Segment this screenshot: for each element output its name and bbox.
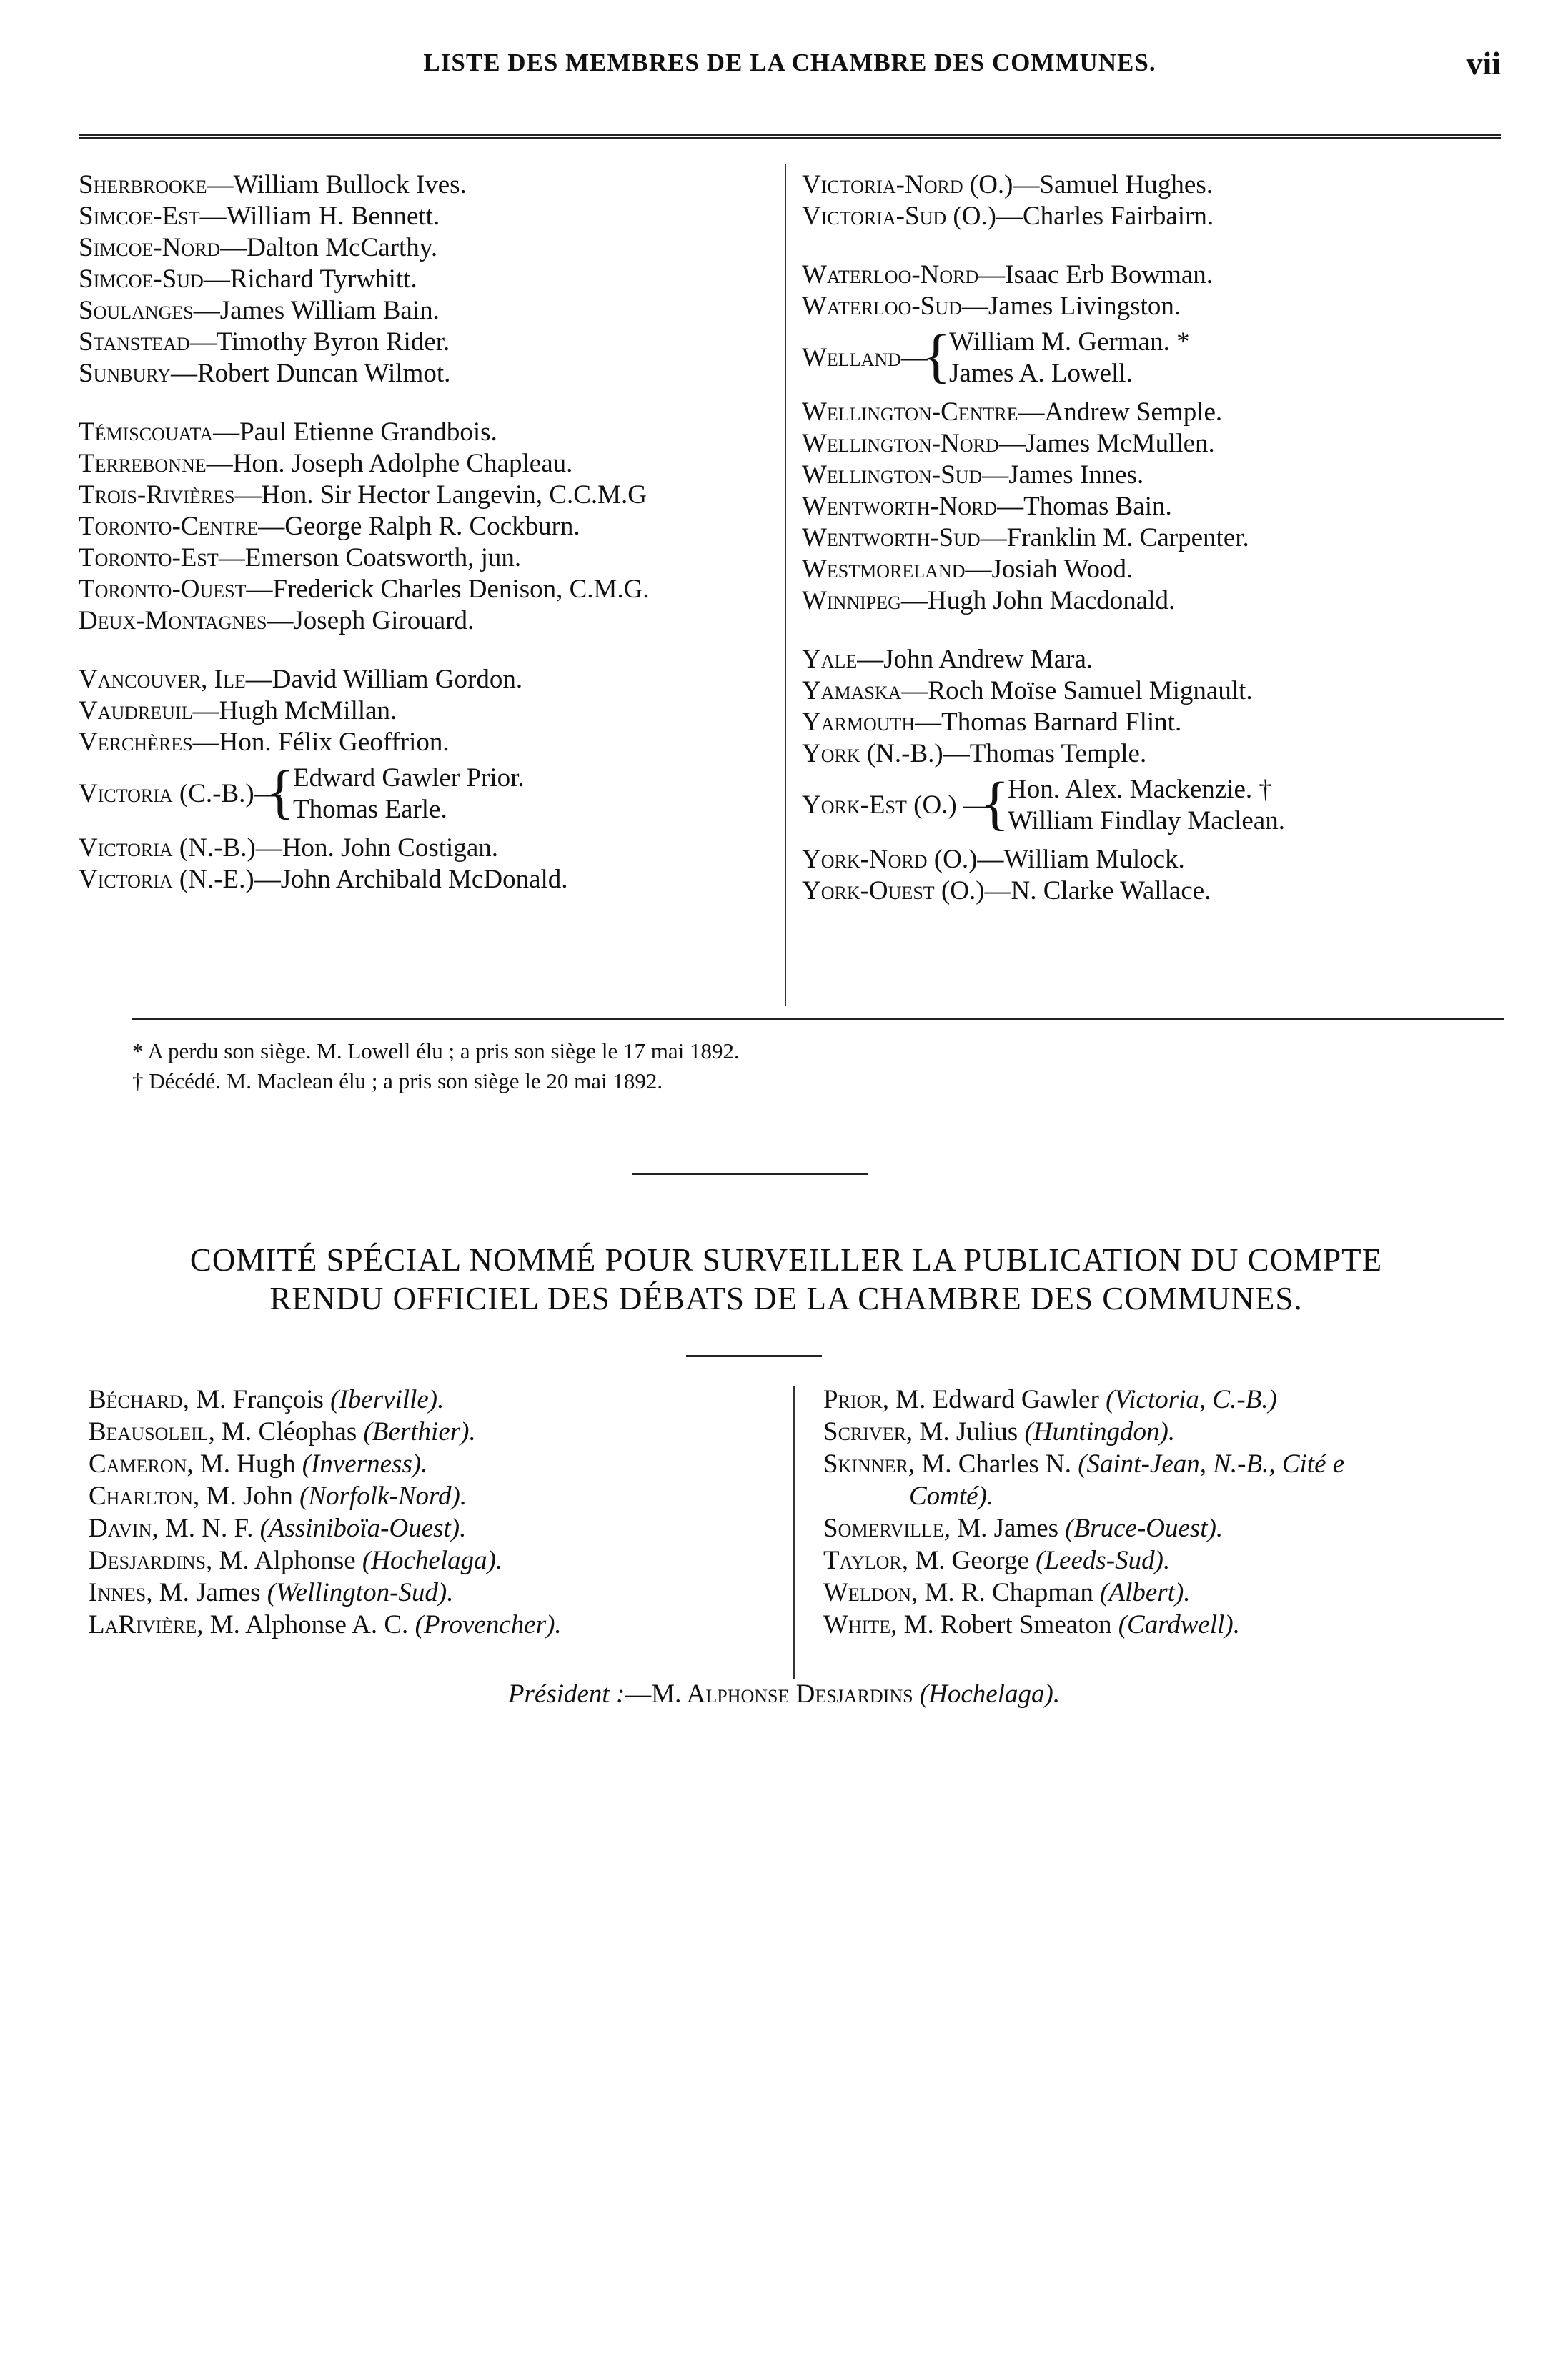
member-riding: (Bruce-Ouest). xyxy=(1065,1514,1224,1543)
member-entry xyxy=(802,738,1502,770)
member-name: —Hon. Joseph Adolphe Chapleau. xyxy=(206,449,573,478)
member-surname: Davin xyxy=(89,1514,152,1543)
member-name: —Samuel Hughes. xyxy=(1013,170,1214,199)
constituency-name: Welland— xyxy=(802,343,928,372)
constituency-name: Victoria (N.-B.) xyxy=(79,833,256,863)
committee-title-line: COMITÉ SPÉCIAL NOMMÉ POUR SURVEILLER LA PUBLICATION DU COMPTE xyxy=(189,1242,1383,1278)
member-entry xyxy=(79,695,772,727)
member-name: William M. German. * xyxy=(949,327,1190,357)
member-name: William Findlay Maclean. xyxy=(1008,806,1285,835)
constituency-name: Winnipeg xyxy=(802,586,901,615)
constituency-name: Wentworth-Sud xyxy=(802,523,981,552)
member-name: —Charles Fairbairn. xyxy=(996,202,1214,231)
member-surname: Innes xyxy=(89,1578,147,1607)
member-name: —William Mulock. xyxy=(977,845,1185,874)
brace-glyph: { xyxy=(981,770,1010,837)
section-rule xyxy=(686,1355,822,1357)
member-entry xyxy=(802,201,1502,232)
running-header xyxy=(79,45,1501,99)
member-group-right-c xyxy=(802,397,1502,617)
president-label: Président : xyxy=(507,1679,625,1709)
constituency-name: Sherbrooke xyxy=(79,170,207,199)
member-entry xyxy=(79,201,772,232)
member-name: —Robert Duncan Wilmot. xyxy=(170,359,451,388)
member-entry xyxy=(79,480,772,511)
committee-member xyxy=(89,1544,775,1577)
committee-member xyxy=(89,1416,775,1448)
section-rule xyxy=(632,1173,868,1175)
constituency-name: York (N.-B.) xyxy=(802,739,943,768)
member-riding: (Berthier). xyxy=(363,1417,476,1446)
running-title: LISTE DES MEMBRES DE LA CHAMBRE DES COMMUNES. xyxy=(423,49,1156,76)
member-group-right-e xyxy=(802,844,1502,907)
member-riding: (Inverness). xyxy=(302,1449,428,1479)
member-entry xyxy=(79,417,772,448)
member-riding: (Cardwell). xyxy=(1118,1610,1240,1639)
member-riding: (Albert). xyxy=(1100,1578,1191,1607)
constituency-name: Yamaska xyxy=(802,676,902,705)
member-surname: Skinner xyxy=(823,1449,908,1479)
president-riding: (Hochelaga). xyxy=(919,1679,1061,1709)
member-name: —James William Bain. xyxy=(193,296,440,325)
member-group-right-a xyxy=(802,169,1502,232)
constituency-name: Wentworth-Nord xyxy=(802,492,998,521)
member-surname: Scriver xyxy=(823,1417,906,1446)
page-number: vii xyxy=(1466,45,1501,81)
constituency-name: York-Nord (O.) xyxy=(802,845,978,874)
member-entry xyxy=(802,844,1502,875)
constituency-name: Stanstead xyxy=(79,327,190,357)
footnotes xyxy=(132,1036,740,1096)
member-name: —George Ralph R. Cockburn. xyxy=(258,512,580,541)
member-name: —Josiah Wood. xyxy=(965,555,1133,584)
member-entry xyxy=(79,327,772,358)
footnote: * A perdu son siège. M. Lowell élu ; a pris son siège le 17 mai 1892. xyxy=(132,1038,740,1063)
member-name: —Isaac Erb Bowman. xyxy=(978,260,1214,289)
member-given-name: , M. N. F. xyxy=(152,1514,260,1543)
member-name: —Richard Tyrwhitt. xyxy=(203,264,417,294)
constituency-name: Terrebonne xyxy=(79,449,207,478)
member-given-name: , M. James xyxy=(943,1514,1066,1543)
footnote: † Décédé. M. Maclean élu ; a pris son siège le 20 mai 1892. xyxy=(132,1068,663,1093)
member-surname: LaRivière xyxy=(89,1610,197,1639)
member-name: —Joseph Girouard. xyxy=(267,606,475,635)
committee-member xyxy=(89,1577,775,1609)
member-riding: (Provencher). xyxy=(415,1610,562,1639)
member-entry xyxy=(802,460,1502,491)
member-name: —Paul Etienne Grandbois. xyxy=(213,417,497,447)
member-name: —John Andrew Mara. xyxy=(857,645,1093,674)
constituency-name: Trois-Rivières xyxy=(79,480,235,510)
member-entry xyxy=(802,875,1502,907)
committee-title xyxy=(107,1241,1465,1318)
constituency-name: Victoria (C.-B.)— xyxy=(79,779,281,808)
member-given-name: , M. Hugh xyxy=(187,1449,302,1479)
constituency-name: Wellington-Centre xyxy=(802,397,1018,427)
member-entry xyxy=(802,291,1502,322)
constituency-name: Toronto-Centre xyxy=(79,512,259,541)
member-entry xyxy=(79,264,772,295)
member-name: —Hugh McMillan. xyxy=(192,696,397,725)
member-riding: (Hochelaga). xyxy=(362,1546,503,1575)
member-given-name: , M. John xyxy=(193,1482,300,1511)
member-group-left-b xyxy=(79,417,772,637)
constituency-name: Victoria-Sud (O.) xyxy=(802,202,996,231)
constituency-name: Yale xyxy=(802,645,858,674)
committee-member xyxy=(89,1448,775,1480)
member-name: —William Bullock Ives. xyxy=(207,170,467,199)
member-entry xyxy=(79,542,772,574)
member-surname: Prior xyxy=(823,1385,883,1414)
member-group-right-b xyxy=(802,259,1502,322)
member-entry xyxy=(79,511,772,542)
member-entry xyxy=(79,574,772,605)
member-name: —Franklin M. Carpenter. xyxy=(980,523,1249,552)
member-given-name: , M. Robert Smeaton xyxy=(890,1610,1118,1639)
member-riding: (Saint-Jean, N.-B., Cité e xyxy=(1078,1449,1345,1479)
committee-member xyxy=(89,1384,775,1416)
member-given-name: , M. François xyxy=(182,1385,331,1414)
member-name: —Thomas Bain. xyxy=(997,492,1172,521)
member-entry xyxy=(79,169,772,201)
committee-member xyxy=(89,1512,775,1544)
member-entry xyxy=(802,644,1502,675)
member-entry xyxy=(79,605,772,637)
constituency-name: Yarmouth xyxy=(802,708,916,737)
constituency-name: Waterloo-Sud xyxy=(802,292,962,321)
member-name: —Frederick Charles Denison, C.M.G. xyxy=(246,575,650,604)
brace-entry-welland xyxy=(802,323,1502,392)
member-surname: Desjardins xyxy=(89,1546,206,1575)
footnote-rule xyxy=(132,1018,1504,1020)
committee-list-right xyxy=(823,1384,1509,1641)
member-riding: (Wellington-Sud). xyxy=(267,1578,454,1607)
constituency-name: Deux-Montagnes xyxy=(79,606,267,635)
member-given-name: , M. Charles N. xyxy=(908,1449,1078,1479)
member-group-left-a xyxy=(79,169,772,389)
member-name: —Thomas Barnard Flint. xyxy=(915,708,1182,737)
committee-group-right-b xyxy=(823,1512,1509,1641)
member-entry xyxy=(79,232,772,264)
member-entry xyxy=(802,259,1502,291)
president-name: —M. Alphonse Desjardins xyxy=(625,1679,920,1709)
committee-member xyxy=(823,1577,1509,1609)
constituency-name: Wellington-Nord xyxy=(802,429,999,458)
member-entry xyxy=(802,707,1502,738)
constituency-name: York-Ouest (O.) xyxy=(802,876,985,905)
committee-member xyxy=(823,1609,1509,1641)
member-entry xyxy=(79,358,772,389)
constituency-name: Victoria-Nord (O.) xyxy=(802,170,1013,199)
member-name: —Hon. Félix Geoffrion. xyxy=(192,728,450,757)
member-given-name: , M. R. Chapman xyxy=(911,1578,1101,1607)
header-rule xyxy=(79,134,1501,139)
members-list-left xyxy=(79,169,772,895)
member-given-name: , M. Cléophas xyxy=(208,1417,364,1446)
members-list-right xyxy=(802,169,1502,907)
member-name: —Hon. John Costigan. xyxy=(255,833,498,863)
member-entry xyxy=(79,864,772,895)
member-name: —David William Gordon. xyxy=(245,665,523,694)
member-surname: Somerville xyxy=(823,1514,944,1543)
member-entry xyxy=(802,585,1502,617)
constituency-name: York-Est (O.) — xyxy=(802,790,990,820)
committee-title-line: RENDU OFFICIEL DES DÉBATS DE LA CHAMBRE DES COMMUNES. xyxy=(269,1281,1303,1316)
member-given-name: , M. Alphonse A. C. xyxy=(197,1610,415,1639)
member-entry xyxy=(802,428,1502,460)
member-surname: Beausoleil xyxy=(89,1417,209,1446)
member-riding: (Iberville). xyxy=(330,1385,445,1414)
member-entry xyxy=(802,675,1502,707)
member-surname: Cameron xyxy=(89,1449,187,1479)
constituency-name: Westmoreland xyxy=(802,555,966,584)
member-name: Hon. Alex. Mackenzie. † xyxy=(1008,775,1272,804)
column-divider xyxy=(785,164,786,1006)
member-group-left-d xyxy=(79,833,772,895)
member-name: —James Livingston. xyxy=(961,292,1181,321)
constituency-name: Vancouver, Ile xyxy=(79,665,246,694)
committee-member xyxy=(823,1384,1509,1416)
constituency-name: Sunbury xyxy=(79,359,171,388)
member-name: Edward Gawler Prior. xyxy=(293,763,525,793)
member-surname: Weldon xyxy=(823,1578,912,1607)
member-riding: (Assiniboïa-Ouest). xyxy=(259,1514,467,1543)
committee-member xyxy=(89,1480,775,1512)
member-given-name: , M. James xyxy=(146,1578,267,1607)
member-name: James A. Lowell. xyxy=(949,359,1133,388)
member-surname: Charlton xyxy=(89,1482,194,1511)
brace-glyph: { xyxy=(922,323,951,389)
member-entry xyxy=(79,295,772,327)
member-entry xyxy=(802,491,1502,522)
committee-group-right-a xyxy=(823,1384,1509,1480)
member-riding: (Huntingdon). xyxy=(1024,1417,1176,1446)
member-name: —James Innes. xyxy=(982,460,1144,490)
member-given-name: , M. Alphonse xyxy=(205,1546,362,1575)
member-given-name: , M. George xyxy=(901,1546,1036,1575)
member-entry xyxy=(802,397,1502,428)
committee-list-left xyxy=(89,1384,775,1641)
brace-glyph: { xyxy=(266,759,295,825)
member-entry xyxy=(802,522,1502,554)
riding-continuation: Comté). xyxy=(909,1482,994,1511)
constituency-name: Victoria (N.-E.) xyxy=(79,865,254,894)
member-name: —Emerson Coatsworth, jun. xyxy=(218,543,522,572)
member-name: —Timothy Byron Rider. xyxy=(189,327,450,357)
member-surname: Taylor xyxy=(823,1546,902,1575)
committee-member xyxy=(823,1448,1509,1480)
constituency-name: Waterloo-Nord xyxy=(802,260,979,289)
member-surname: Béchard xyxy=(89,1385,183,1414)
committee-member xyxy=(823,1544,1509,1577)
member-name: —James McMullen. xyxy=(998,429,1215,458)
constituency-name: Toronto-Est xyxy=(79,543,219,572)
constituency-name: Verchères xyxy=(79,728,193,757)
member-name: —N. Clarke Wallace. xyxy=(984,876,1211,905)
member-riding: (Norfolk-Nord). xyxy=(299,1482,467,1511)
constituency-name: Wellington-Sud xyxy=(802,460,983,490)
member-entry xyxy=(802,169,1502,201)
column-divider xyxy=(793,1386,795,1679)
member-name: —Andrew Semple. xyxy=(1018,397,1223,427)
member-entry xyxy=(79,833,772,864)
member-name: —John Archibald McDonald. xyxy=(254,865,568,894)
member-name: —Thomas Temple. xyxy=(943,739,1147,768)
member-entry xyxy=(79,727,772,758)
constituency-name: Soulanges xyxy=(79,296,194,325)
committee-member xyxy=(89,1609,775,1641)
constituency-name: Témiscouata xyxy=(79,417,214,447)
member-name: —Hugh John Macdonald. xyxy=(900,586,1176,615)
constituency-name: Simcoe-Est xyxy=(79,202,200,231)
committee-member xyxy=(823,1512,1509,1544)
member-name: —Hon. Sir Hector Langevin, C.C.M.G xyxy=(234,480,647,510)
member-group-left-c xyxy=(79,664,772,758)
member-entry xyxy=(79,448,772,480)
member-name: —Roch Moïse Samuel Mignault. xyxy=(901,676,1253,705)
member-given-name: , M. Julius xyxy=(905,1417,1025,1446)
brace-entry-victoria-cb xyxy=(79,759,772,828)
member-riding: (Leeds-Sud). xyxy=(1036,1546,1171,1575)
constituency-name: Simcoe-Sud xyxy=(79,264,204,294)
member-name: —William H. Bennett. xyxy=(199,202,440,231)
constituency-name: Simcoe-Nord xyxy=(79,233,221,262)
member-given-name: , M. Edward Gawler xyxy=(882,1385,1106,1414)
member-name: —Dalton McCarthy. xyxy=(220,233,438,262)
brace-entry-york-est xyxy=(802,770,1502,840)
member-surname: White xyxy=(823,1610,891,1639)
member-group-right-d xyxy=(802,644,1502,770)
constituency-name: Vaudreuil xyxy=(79,696,193,725)
member-entry xyxy=(79,664,772,695)
committee-president xyxy=(0,1678,1568,1710)
member-riding: (Victoria, C.-B.) xyxy=(1106,1385,1277,1414)
constituency-name: Toronto-Ouest xyxy=(79,575,247,604)
member-entry xyxy=(802,554,1502,585)
committee-member xyxy=(823,1416,1509,1448)
member-name: Thomas Earle. xyxy=(293,795,447,824)
